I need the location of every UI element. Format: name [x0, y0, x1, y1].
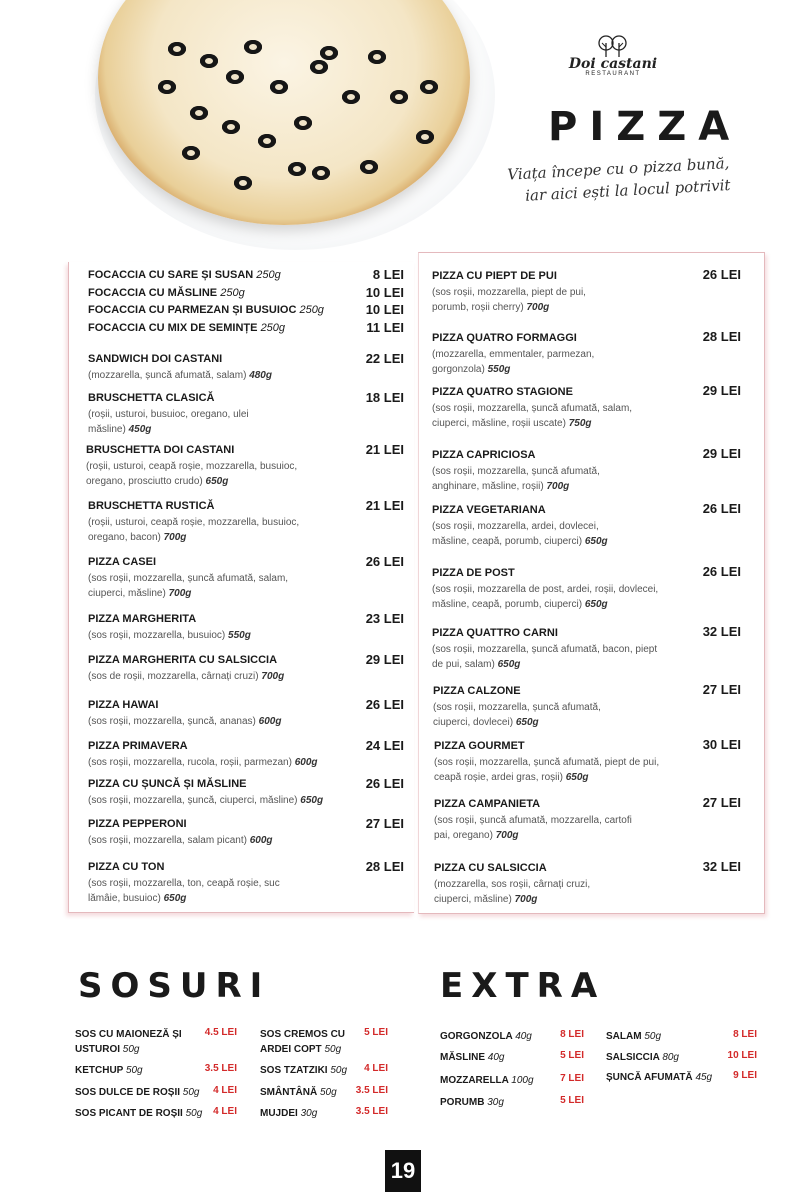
item-ingredients: (sos roșii, mozzarella, piept de pui, porumb, roșii cherry) — [432, 287, 586, 313]
extra-name: MĂSLINE — [440, 1052, 485, 1063]
extra-item-price: 5 LEI — [560, 1050, 584, 1061]
item-weight: 700g — [168, 588, 192, 599]
item-price: 22 LEI — [365, 351, 404, 366]
sos-weight: 50g — [324, 1044, 342, 1055]
restaurant-logo — [558, 34, 668, 77]
item-price: 30 LEI — [702, 737, 741, 752]
sos-name: KETCHUP — [75, 1065, 124, 1076]
item-weight: 650g — [163, 893, 187, 904]
item-name — [88, 654, 368, 666]
menu-item — [88, 322, 368, 334]
item-title: PIZZA CU SALSICCIA — [434, 862, 547, 874]
item-ingredients: (mozzarella, șuncă afumată, salam) — [88, 370, 247, 381]
item-weight: 650g — [497, 659, 521, 670]
item-ingredients: (sos roșii, mozzarella, salam picant) — [88, 835, 247, 846]
item-description — [432, 642, 662, 672]
item-weight: 480g — [249, 370, 272, 381]
sos-item-price: 3.5 LEI — [355, 1106, 388, 1117]
item-ingredients: (sos roșii, mozzarella, șuncă afumată, piept de pui, ceapă roșie, ardei gras, roșii) — [434, 757, 660, 783]
item-title: PIZZA CU TON — [88, 861, 165, 873]
item-name — [88, 778, 368, 790]
item-price: 26 LEI — [702, 501, 741, 516]
page-number: 19 — [385, 1150, 421, 1192]
sos-weight: 50g — [125, 1065, 143, 1076]
sos-name: SOS PICANT DE ROȘII — [75, 1108, 183, 1119]
item-description — [432, 285, 607, 315]
item-ingredients: (sos roșii, mozzarella, șuncă afumată, salam, ciuperci, măsline, roșii uscate) — [432, 403, 633, 429]
item-weight: 700g — [546, 481, 570, 492]
extra-weight: 45g — [695, 1072, 713, 1083]
item-price: 28 LEI — [702, 329, 741, 344]
sos-name: MUJDEI — [260, 1108, 298, 1119]
item-name — [88, 556, 368, 568]
item-title: FOCACCIA CU MĂSLINE — [88, 287, 218, 299]
item-description — [434, 755, 689, 785]
item-weight: 650g — [584, 599, 608, 610]
menu-item — [432, 567, 692, 612]
menu-item — [88, 778, 368, 808]
sos-item-name — [260, 1085, 360, 1100]
extra-item-price: 8 LEI — [560, 1029, 584, 1040]
item-weight: 650g — [205, 476, 229, 487]
item-title: FOCACCIA CU SARE ȘI SUSAN — [88, 269, 254, 281]
item-weight: 650g — [300, 795, 324, 806]
item-ingredients: (sos roșii, mozzarella, șuncă afumată, ciuperci, dovlecei) — [433, 702, 601, 728]
sos-item-price: 3.5 LEI — [204, 1063, 237, 1074]
sos-item-price: 5 LEI — [364, 1027, 388, 1038]
extra-item-name — [440, 1073, 534, 1088]
item-weight: 650g — [584, 536, 608, 547]
menu-item — [434, 862, 694, 907]
extra-weight: 40g — [515, 1031, 532, 1042]
extra-weight: 40g — [487, 1052, 505, 1063]
extra-item-price: 9 LEI — [733, 1070, 757, 1081]
menu-item — [432, 627, 692, 672]
item-price: 29 LEI — [365, 652, 404, 667]
item-description — [432, 519, 622, 549]
item-ingredients: (sos roșii, mozzarella, șuncă afumată, salam, ciuperci, măsline) — [88, 573, 289, 599]
item-title: SANDWICH DOI CASTANI — [88, 353, 223, 365]
extra-name: SALAM — [606, 1031, 642, 1042]
item-price: 10 LEI — [365, 302, 404, 317]
item-weight: 250g — [299, 304, 324, 316]
sos-name: SOS TZATZIKI — [260, 1065, 328, 1076]
item-description — [86, 459, 316, 489]
item-weight: 250g — [256, 269, 281, 281]
sos-weight: 50g — [182, 1087, 200, 1098]
item-title: PIZZA MARGHERITA — [88, 613, 197, 625]
item-title: PIZZA CASEI — [88, 556, 157, 568]
sos-item-name — [260, 1063, 360, 1078]
extra-name: MOZZARELLA — [440, 1075, 509, 1086]
item-price: 27 LEI — [702, 795, 741, 810]
extra-name: SALSICCIA — [606, 1052, 660, 1063]
item-price: 32 LEI — [702, 859, 741, 874]
menu-item — [88, 500, 368, 545]
menu-item — [88, 699, 368, 729]
tagline-line-2: iar aici ești la locul potrivit — [524, 175, 731, 205]
item-weight: 700g — [495, 830, 519, 841]
item-title: PIZZA PEPPERONI — [88, 818, 187, 830]
extra-item-name — [606, 1029, 661, 1044]
extra-item-name — [440, 1095, 504, 1110]
sos-item-name — [75, 1085, 205, 1100]
item-description — [88, 368, 338, 383]
item-description — [434, 877, 619, 907]
item-title: PIZZA CALZONE — [433, 685, 521, 697]
item-price: 23 LEI — [365, 611, 404, 626]
item-name — [88, 287, 368, 299]
item-title: PIZZA QUATRO FORMAGGI — [432, 332, 577, 344]
item-name — [88, 392, 368, 404]
item-price: 26 LEI — [365, 554, 404, 569]
item-description — [88, 515, 308, 545]
item-name — [88, 353, 368, 365]
item-description — [432, 401, 657, 431]
item-name — [88, 818, 368, 830]
item-ingredients: (sos roșii, mozzarella, busuioc) — [88, 630, 226, 641]
item-description — [88, 876, 308, 906]
sos-item-name — [260, 1027, 360, 1057]
menu-item — [88, 740, 368, 770]
menu-item — [88, 861, 368, 906]
sos-weight: 30g — [300, 1108, 318, 1119]
sos-name: SOS DULCE DE ROȘII — [75, 1087, 181, 1098]
item-price: 11 LEI — [366, 320, 404, 335]
item-price: 26 LEI — [365, 776, 404, 791]
item-weight: 700g — [163, 532, 187, 543]
item-weight: 700g — [261, 671, 285, 682]
item-weight: 600g — [258, 716, 282, 727]
brand-name: Doi castani — [568, 56, 658, 72]
sos-name: SMÂNTÂNĂ — [260, 1087, 318, 1098]
item-description — [88, 714, 338, 729]
menu-item — [432, 504, 692, 549]
brand-subtitle: RESTAURANT — [585, 71, 641, 77]
menu-item — [88, 304, 368, 316]
menu-item — [88, 392, 368, 437]
item-weight: 550g — [228, 630, 251, 641]
item-ingredients: (roșii, usturoi, ceapă roșie, mozzarella, busuioc, oregano, bacon) — [88, 517, 300, 543]
item-description — [88, 755, 338, 770]
item-title: PIZZA VEGETARIANA — [432, 504, 546, 516]
item-ingredients: (sos roșii, mozzarella, rucola, roșii, parmezan) — [88, 757, 292, 768]
item-ingredients: (roșii, usturoi, ceapă roșie, mozzarella, busuioc, oregano, prosciutto crudo) — [86, 461, 298, 487]
extra-item-name — [606, 1050, 679, 1065]
extra-item-price: 7 LEI — [560, 1073, 584, 1084]
sos-item-price: 4 LEI — [213, 1106, 237, 1117]
item-name — [88, 613, 368, 625]
sos-item-price: 4 LEI — [364, 1063, 388, 1074]
menu-item — [432, 332, 692, 377]
item-title: PIZZA GOURMET — [434, 740, 525, 752]
item-title: FOCACCIA CU PARMEZAN ȘI BUSUIOC — [88, 304, 297, 316]
extra-weight: 30g — [487, 1097, 504, 1108]
item-description — [432, 347, 622, 377]
item-description — [88, 793, 358, 808]
item-price: 26 LEI — [702, 564, 741, 579]
menu-item — [432, 449, 692, 494]
menu-item — [434, 798, 694, 843]
tree-icon — [593, 34, 633, 58]
extra-name: PORUMB — [440, 1097, 485, 1108]
item-ingredients: (sos roșii, mozzarella, ardei, dovlecei, măsline, ceapă, porumb, ciuperci) — [432, 521, 599, 547]
item-title: PIZZA DE POST — [432, 567, 515, 579]
item-weight: 600g — [249, 835, 273, 846]
tagline-line-1: Viața începe cu o pizza bună, — [506, 154, 730, 184]
item-weight: 750g — [568, 418, 592, 429]
item-weight: 600g — [294, 757, 318, 768]
extra-name: GORGONZOLA — [440, 1031, 513, 1042]
item-title: PIZZA MARGHERITA CU SALSICCIA — [88, 654, 278, 666]
item-title: PIZZA CAMPANIETA — [434, 798, 541, 810]
sos-weight: 50g — [320, 1087, 337, 1098]
sos-item-name — [75, 1027, 190, 1057]
extra-item-name — [440, 1050, 504, 1065]
item-name — [88, 304, 368, 316]
item-description — [88, 407, 258, 437]
item-weight: 700g — [514, 894, 538, 905]
menu-item — [88, 353, 368, 383]
sos-item-name — [260, 1106, 360, 1121]
item-name — [88, 699, 368, 711]
item-title: BRUSCHETTA RUSTICĂ — [88, 500, 215, 512]
item-price: 21 LEI — [365, 442, 404, 457]
item-weight: 250g — [220, 287, 245, 299]
tagline — [499, 152, 731, 208]
item-ingredients: (mozzarella, emmentaler, parmezan, gorgonzola) — [432, 349, 595, 375]
item-title: FOCACCIA CU MIX DE SEMINȚE — [88, 322, 258, 334]
item-title: BRUSCHETTA CLASICĂ — [88, 392, 215, 404]
extra-item-price: 8 LEI — [733, 1029, 757, 1040]
menu-item — [88, 556, 368, 601]
menu-item — [433, 685, 693, 730]
item-weight: 650g — [565, 772, 589, 783]
menu-item — [88, 654, 368, 684]
menu-item — [88, 269, 368, 281]
item-price: 27 LEI — [365, 816, 404, 831]
item-title: PIZZA HAWAI — [88, 699, 159, 711]
item-title: PIZZA CAPRICIOSA — [432, 449, 536, 461]
sos-name: SOS CU MAIONEZĂ ȘI USTUROI — [75, 1029, 182, 1055]
item-name — [88, 861, 368, 873]
menu-item — [88, 613, 368, 643]
item-ingredients: (roșii, usturoi, busuioc, oregano, ulei măsline) — [88, 409, 249, 435]
sos-item-price: 3.5 LEI — [355, 1085, 388, 1096]
extra-weight: 80g — [662, 1052, 679, 1063]
item-price: 32 LEI — [702, 624, 741, 639]
item-price: 21 LEI — [365, 498, 404, 513]
extra-item-name — [606, 1070, 712, 1085]
sos-item-name — [75, 1106, 210, 1121]
item-weight: 550g — [487, 364, 511, 375]
extra-item-price: 10 LEI — [727, 1050, 757, 1061]
item-title: BRUSCHETTA DOI CASTANI — [86, 444, 235, 456]
item-description — [432, 464, 632, 494]
sos-name: SOS CREMOS CU ARDEI COPT — [260, 1029, 346, 1055]
menu-item — [86, 444, 336, 489]
item-name — [88, 322, 368, 334]
item-price: 29 LEI — [702, 383, 741, 398]
item-description — [88, 669, 338, 684]
item-price: 10 LEI — [365, 285, 404, 300]
extra-title: EXTRA — [440, 966, 606, 1006]
sos-weight: 50g — [122, 1044, 140, 1055]
item-ingredients: (mozzarella, sos roșii, cârnați cruzi, ciuperci, măsline) — [434, 879, 591, 905]
item-weight: 700g — [526, 302, 550, 313]
item-price: 26 LEI — [365, 697, 404, 712]
item-ingredients: (sos roșii, mozzarella, șuncă afumată, bacon, piept de pui, salam) — [432, 644, 658, 670]
menu-item — [88, 818, 368, 848]
item-ingredients: (sos roșii, șuncă afumată, mozzarella, cartofi pai, oregano) — [434, 815, 632, 841]
item-ingredients: (sos roșii, mozzarella, șuncă afumată, anghinare, măsline, roșii) — [432, 466, 600, 492]
item-ingredients: (sos roșii, mozzarella, ton, ceapă roșie, suc lămâie, busuioc) — [88, 878, 280, 904]
extra-weight: 100g — [511, 1075, 534, 1086]
sos-weight: 50g — [185, 1108, 203, 1119]
item-price: 24 LEI — [365, 738, 404, 753]
item-price: 28 LEI — [365, 859, 404, 874]
sos-item-price: 4 LEI — [213, 1085, 237, 1096]
item-price: 29 LEI — [702, 446, 741, 461]
item-description — [88, 571, 308, 601]
item-description — [88, 833, 338, 848]
menu-item — [88, 287, 368, 299]
menu-item — [434, 740, 694, 785]
sos-item-price: 4.5 LEI — [204, 1027, 237, 1038]
menu-item — [432, 270, 692, 315]
item-price: 8 LEI — [372, 267, 404, 282]
item-title: PIZZA PRIMAVERA — [88, 740, 188, 752]
item-weight: 450g — [128, 424, 152, 435]
sosuri-title: SOSURI — [78, 966, 271, 1006]
item-name — [88, 500, 368, 512]
item-title: PIZZA CU PIEPT DE PUI — [432, 270, 557, 282]
item-name — [88, 740, 368, 752]
extra-item-name — [440, 1029, 532, 1044]
item-description — [434, 813, 634, 843]
item-price: 18 LEI — [365, 390, 404, 405]
sos-weight: 50g — [330, 1065, 348, 1076]
item-name — [88, 269, 368, 281]
item-title: PIZZA CU ȘUNCĂ ȘI MĂSLINE — [88, 778, 247, 790]
item-weight: 250g — [260, 322, 286, 334]
page-title: PIZZA — [548, 104, 742, 150]
extra-item-price: 5 LEI — [560, 1095, 584, 1106]
item-name — [86, 444, 336, 456]
item-description — [433, 700, 633, 730]
item-description — [432, 582, 677, 612]
item-title: PIZZA QUATTRO CARNI — [432, 627, 558, 639]
sos-item-name — [75, 1063, 190, 1078]
item-ingredients: (sos roșii, mozzarella de post, ardei, roșii, dovlecei, măsline, ceapă, porumb, ciuperci) — [432, 584, 659, 610]
extra-name: ȘUNCĂ AFUMATĂ — [606, 1072, 693, 1083]
item-price: 26 LEI — [702, 267, 741, 282]
menu-item — [432, 386, 692, 431]
item-ingredients: (sos de roșii, mozzarella, cârnați cruzi) — [88, 671, 259, 682]
item-price: 27 LEI — [702, 682, 741, 697]
item-weight: 650g — [515, 717, 539, 728]
item-ingredients: (sos roșii, mozzarella, șuncă, ananas) — [88, 716, 256, 727]
item-ingredients: (sos roșii, mozzarella, șuncă, ciuperci, măsline) — [88, 795, 298, 806]
item-description — [88, 628, 338, 643]
item-title: PIZZA QUATRO STAGIONE — [432, 386, 573, 398]
extra-weight: 50g — [644, 1031, 662, 1042]
